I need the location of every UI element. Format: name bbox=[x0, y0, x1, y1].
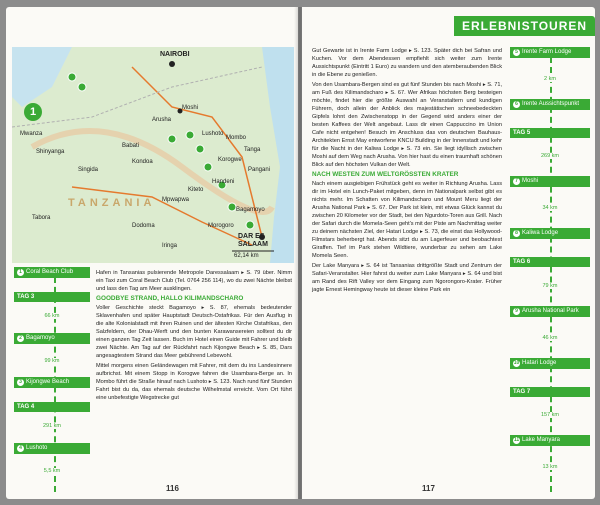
route-distance: 5,5 km bbox=[14, 468, 90, 474]
route-stop-label: Lushoto bbox=[26, 444, 48, 451]
route-stop bbox=[14, 333, 90, 344]
paragraph: Gut Gewarte ist in Irente Farm Lodge ▸ S. 123. Später dich bei Safran und Kuchen. Vor dem Abendessen empfiehlt sich weiter zum Irente Aussichtspunkt (Eintritt 1 Euro) zu wandern und den atemberaubenden Blick in die Ebene zu genießen. bbox=[312, 48, 502, 78]
map-label: Dodoma bbox=[132, 223, 155, 229]
route-stop-label: Irente Aussichtspunkt bbox=[522, 101, 580, 108]
paragraph: Voller Geschichte steckt Bagamoyo ▸ S. 87, ehemals bedeutender Sklavenhafen und später Hauptstadt Deutsch-Ostafrikas. Für den Ausflug in die alte Kolonialstadt mit ihren Ruinen und der ältesten Kirche Ostafrikas, den Salzfeldern, der Dhau-Werft und den bunten Karawansereien solltest du dir einen ganzen Tag Zeit lassen. Buch im Hotel einen Guide mit Fahrer und bleib zwei Nächte. Am Tag auf der Rückfahrt nach Kijongwe Beach ▸ S. 85, Dars angesagtestem Strand das Meer gebührend Lebewohl. bbox=[96, 305, 292, 359]
route-distance: 291 km bbox=[14, 423, 90, 429]
stop-number-icon: 1 bbox=[17, 269, 24, 276]
route-stop bbox=[510, 99, 590, 110]
route-stop-label: Lake Manyara bbox=[522, 436, 561, 443]
stop-number-icon: 11 bbox=[513, 436, 520, 443]
route-distance: 269 km bbox=[510, 153, 590, 159]
left-page bbox=[6, 7, 298, 499]
map-number-badge: 1 bbox=[24, 103, 42, 121]
route-stop-label: Moshi bbox=[522, 178, 539, 185]
map-label: DAR ES SALAAM bbox=[238, 233, 268, 248]
map-label: Babati bbox=[122, 143, 140, 149]
map-scale: 62,14 km bbox=[234, 253, 259, 259]
route-distance: 13 km bbox=[510, 464, 590, 470]
route-stop-label: Coral Beach Club bbox=[26, 269, 74, 275]
map-label: Iringa bbox=[162, 243, 178, 249]
map-label: Morogoro bbox=[208, 223, 234, 229]
paragraph: Hafen in Tansanias pulsierende Metropole Daressalaam ▸ S. 79 über. Nimm ein Taxi zum Coral Beach Club (Tel. 0764 256 114), wo du zwei Nächte bleibst und lass den Tag am Meer ausklingen. bbox=[96, 270, 292, 292]
route-distance: 34 km bbox=[510, 205, 590, 211]
paragraph: Nach einem ausgiebigen Frühstück geht es weiter in Richtung Arusha. Lass dir im Hotel ein Lunch-Paket mitgeben, denn im Nationalpark selbst gibt es nichts mehr. Im Schatten von Kilimandscharo und Mount Meru liegt der Arusha National Park ▸ S. 67. Der Park ist klein, mit etwas Glück kannst du zwischen 20 Kilometer vor der Stadt, bei den Ngurdoto-Toren aus Grill. Nach der Safari durch die Momela-Seen geht's mit der Piste am Nachmittag weiter zu deinem nächsten Ziel, der Hatari Lodge ▸ S. 73, die einst das Hollywood-Filmstars beherbergt hat. Abends sitzt du am Lagerfeuer und beobachtest Giraffen. Tief im Park stehen Wildtiere, wunderbar zu sehen am Lake Momela Seen. bbox=[312, 181, 502, 259]
route-day-tag: TAG 5 bbox=[510, 128, 590, 138]
right-page bbox=[302, 7, 595, 499]
stop-number-icon: 7 bbox=[513, 178, 520, 185]
route-distance: 99 km bbox=[14, 358, 90, 364]
route-stop bbox=[14, 377, 90, 388]
map-label: Mwanza bbox=[20, 131, 43, 137]
text-column bbox=[312, 47, 502, 296]
route-stop-label: Irente Farm Lodge bbox=[522, 49, 572, 55]
page-number: 116 bbox=[166, 484, 179, 493]
route-stop bbox=[510, 228, 590, 239]
text-column bbox=[96, 269, 292, 404]
route-distance: 157 km bbox=[510, 412, 590, 418]
map-label: Shinyanga bbox=[36, 149, 65, 155]
route-day-tag: TAG 7 bbox=[510, 387, 590, 397]
route-stop bbox=[510, 176, 590, 187]
map-label: NAIROBI bbox=[160, 51, 190, 58]
stop-number-icon: 2 bbox=[17, 335, 24, 342]
stop-number-icon: 4 bbox=[17, 445, 24, 452]
paragraph: Mittel morgens einen Geländewagen mit Fahrer, mit dem du ins Landesinnere aufbrichst. Mit einem Stopp in Korogwe fahren die Usambara-Berge an. In Mombo führt die Straße hinauf nach Lushoto ▸ S. 123. Nach rund fünf Stunden Fahrt bist du da, das ehemals deutsche Wilhelmstal erreicht. Vom Ort führt eine unbefestigte Wegstrecke gut bbox=[96, 363, 292, 401]
route-distance: 2 km bbox=[510, 76, 590, 82]
map-label: Moshi bbox=[182, 105, 199, 111]
section-heading: NACH WESTEN ZUM WELTGRÖSSTEN KRATER bbox=[312, 171, 459, 178]
map-label: Handeni bbox=[212, 179, 235, 185]
section-heading: GOODBYE STRAND, HALLO KILIMANDSCHARO bbox=[96, 295, 244, 302]
map-label: Kondoa bbox=[132, 159, 153, 165]
route-stop-label: Kaliwa Lodge bbox=[522, 230, 559, 237]
stop-number-icon: 6 bbox=[513, 101, 520, 108]
map-label: Tabora bbox=[32, 215, 51, 221]
route-stop bbox=[510, 358, 590, 369]
map-label: Mombo bbox=[226, 135, 247, 141]
map-label: Korogwe bbox=[218, 157, 242, 163]
map-country-label: TANZANIA bbox=[68, 197, 156, 209]
route-stop bbox=[510, 435, 590, 446]
route-distance: 66 km bbox=[14, 313, 90, 319]
map-label: Lushoto bbox=[202, 131, 224, 137]
page-number: 117 bbox=[422, 484, 435, 493]
route-map bbox=[12, 47, 294, 263]
stop-number-icon: 10 bbox=[513, 359, 520, 366]
stop-number-icon: 5 bbox=[513, 49, 520, 56]
route-timeline bbox=[14, 267, 90, 492]
route-stop bbox=[510, 306, 590, 317]
route-stop bbox=[14, 443, 90, 454]
route-stop bbox=[510, 47, 590, 58]
stop-number-icon: 3 bbox=[17, 379, 24, 386]
stop-number-icon: 8 bbox=[513, 230, 520, 237]
map-label: Kiteto bbox=[188, 187, 204, 193]
route-day-tag: TAG 4 bbox=[14, 402, 90, 412]
route-timeline bbox=[510, 47, 590, 492]
map-label: Bagamoyo bbox=[236, 207, 265, 213]
route-day-tag: TAG 3 bbox=[14, 292, 90, 302]
map-label: Singida bbox=[78, 167, 99, 173]
route-stop-label: Arusha National Park bbox=[522, 307, 579, 314]
route-stop-label: Hatari Lodge bbox=[522, 359, 557, 366]
route-stop-label: Bagamoyo bbox=[26, 334, 55, 341]
map-graphic bbox=[12, 47, 294, 263]
map-label: Mpwapwa bbox=[162, 197, 190, 203]
route-stop bbox=[14, 267, 90, 278]
paragraph: Von den Usambara-Bergen sind es gut fünf Stunden bis nach Moshi ▸ S. 71, am Fuß des Kilimandscharo ▸ S. 67. Wer Afrikas höchsten Berg besteigen möchte, findet hier die größte Auswahl an Veranstaltern und kundigen Führern, doch allein der Anblick des majestätischen schneebedeckten Gipfels lohnt den Zwischenstopp in der Gegend wird anders einer der besten Kaffees der Welt angebaut. Lass dir einen Cappuccino im Union Cafe nicht entgehen! Besuch im Anschluss das von deutschen Bauhaus-Architekten Ernst May entworfene KNCU Building in der Innenstadt und kehr für die Nacht in der Kaliwa Lodge ▸ S. 73 ein. Sie liegt idyllisch zwischen Moshi auf dem Weg nach Arusha. Von hier hast du einen traumhaft schönen Blick auf den höchsten Vulkan der Welt. bbox=[312, 82, 502, 168]
route-stop-label: Kijongwe Beach bbox=[26, 379, 70, 385]
route-day-tag: TAG 6 bbox=[510, 257, 590, 267]
section-header: ERLEBNISTOUREN bbox=[454, 16, 595, 36]
paragraph: Der Lake Manyara ▸ S. 64 ist Tansanias drittgrößte Stadt und Zentrum der Safari-Veranstalter. Hier fahrst du weiter zum Lake Manyara ▸ S. 64 und bist am Rand des Rift Valley vor dem Eingang zum Ngorongoro-Krater. Früher jagte Ernest Hemingway heute ist dieser kleine Park ein bbox=[312, 263, 502, 293]
route-distance: 79 km bbox=[510, 283, 590, 289]
route-distance: 46 km bbox=[510, 335, 590, 341]
map-label: Tanga bbox=[244, 147, 261, 153]
map-label: Arusha bbox=[152, 117, 172, 123]
map-label: Pangani bbox=[248, 167, 271, 173]
stop-number-icon: 9 bbox=[513, 308, 520, 315]
